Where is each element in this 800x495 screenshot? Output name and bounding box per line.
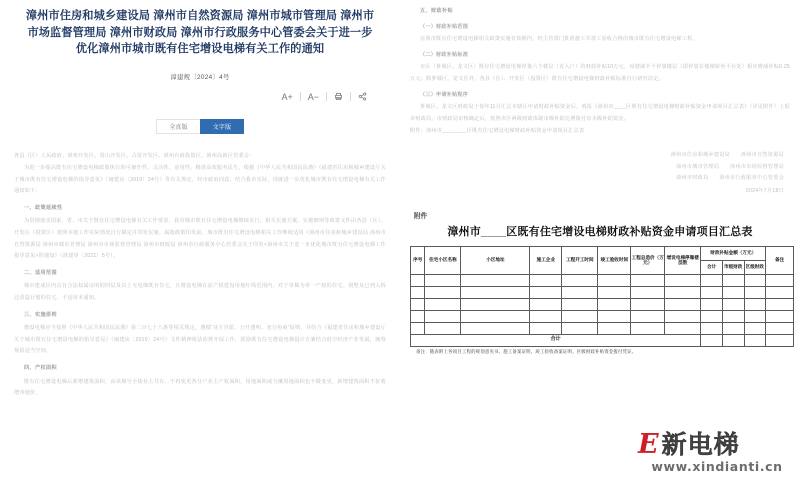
- table-cell: [411, 298, 425, 310]
- table-cell: [744, 310, 766, 322]
- table-cell: [766, 298, 794, 310]
- column-header-acceptance-time: 竣工验收时间: [598, 246, 631, 274]
- version-tabs: [14, 119, 386, 134]
- table-cell: [631, 322, 665, 334]
- body-paragraph: 城市建成区内具有合法权属证明的四层及以上无电梯既有住宅，且增设电梯在原产权建设用地红线范围内。对于单梯为单一产权的住宅、别墅及已列入拆迁改造计划的住宅，不适用本通知。: [14, 283, 386, 302]
- table-total-row: [411, 334, 794, 346]
- site-watermark: [638, 431, 798, 493]
- table-cell: [766, 310, 794, 322]
- table-cell: [631, 286, 665, 298]
- table-row: [411, 274, 794, 286]
- table-cell: [530, 298, 562, 310]
- body-paragraph: 在我市既有住宅增设电梯相关政策实施有效期内，经主管部门批准施工并竣工验收合格的城市既有住宅增设电梯工程。: [420, 36, 698, 43]
- table-cell: [598, 298, 631, 310]
- table-cell: [530, 322, 562, 334]
- body-paragraph: 为贯彻落实国家、省、市关于既有住宅增设电梯有关工作要求，我市城市既有住宅增设电梯继续实行，相关实施方案、实施细则等政策文件由各县（区）、开发区（投资区）按照本地工作实际情况自行制定并印发实施。属地政策印发前，城市既有住宅增设电梯相关工作继续适用《漳州市住房和城乡建设局 漳州市自然资源局 漳州市城市管理局 漳州市市场监督管理局 漳州市财政局 漳州市行政服务中心管委会关于印发<漳州市关于进一步优化城市既有住宅增设电梯工作指导意见>的通知》（漳建审〔2021〕5号）。: [14, 218, 386, 260]
- section-heading: （一）财政补贴范围: [420, 23, 469, 30]
- table-cell: [411, 274, 425, 286]
- body-paragraph: 增设电梯应当按照《中华人民共和国民法典》第二百七十八条等相关规定，遵循“业主自愿、公开透明、充分协商”原则，并结合《福建省住房和城乡建设厅关于城市既有住宅增设电梯的指导意见》（闽建房〔2010〕24号）文件精神依法依规开展工作，鼓励既有住宅增设电梯设计方案结合低空经济产业发展，统筹预留适当空间。: [14, 325, 386, 355]
- subsidy-summary-table: [410, 246, 794, 347]
- table-cell: [461, 310, 530, 322]
- column-header-start-time: 工程开工时间: [562, 246, 598, 274]
- table-cell: [744, 298, 766, 310]
- column-header-subsidy-district: 区级财政: [744, 260, 766, 274]
- watermark-brand: 新电梯: [661, 430, 740, 459]
- document-toolbar: [14, 91, 386, 103]
- table-cell: [701, 286, 723, 298]
- table-cell: [631, 298, 665, 310]
- total-cell: [722, 334, 744, 346]
- table-cell: [722, 322, 744, 334]
- column-header-remark: 备注: [766, 246, 794, 274]
- table-row: [411, 286, 794, 298]
- column-header-subsidy-amount: 财政补贴金额（万元）: [701, 246, 766, 260]
- table-cell: [665, 322, 701, 334]
- column-header-stop-floors: 增设电梯停靠楼层数: [665, 246, 701, 274]
- signature-line: 漳州市城市管理局 漳州市市场监督管理局: [676, 163, 784, 170]
- watermark-logo-icon: E: [638, 429, 659, 460]
- table-cell: [766, 286, 794, 298]
- section-heading: 三、实施原则: [24, 311, 57, 318]
- total-cell: [744, 334, 766, 346]
- print-icon[interactable]: [327, 92, 350, 101]
- table-cell: [562, 310, 598, 322]
- table-cell: [766, 322, 794, 334]
- table-cell: [461, 274, 530, 286]
- section-heading: 五、财政补贴: [420, 8, 453, 14]
- total-label: 合计: [411, 334, 701, 346]
- body-paragraph: 既有住宅增设电梯后新增建筑面积，由该梯号全体业主共有，不再变更各分户业主产权面积，用地面积或分摊用地面积也不做变更。新增建筑面积不征收增容地价。: [14, 378, 386, 397]
- table-cell: [701, 298, 723, 310]
- column-header-index: 序号: [411, 246, 425, 274]
- attachment-label: 附件: [414, 212, 428, 220]
- column-header-total-cost: 工程总造价（万元）: [631, 246, 665, 274]
- total-cell: [701, 334, 723, 346]
- attachment-title: 漳州市____区既有住宅增设电梯财政补贴资金申请项目汇总表: [447, 225, 753, 238]
- table-cell: [722, 274, 744, 286]
- table-cell: [562, 274, 598, 286]
- table-note: 备注：随表附上各项目工程的规划意见书、施工备案证明、竣工验收备案证明、区级财政补贴资金拨付凭证。: [416, 348, 637, 354]
- document-body-left: [14, 151, 386, 400]
- body-paragraph: 各县（区）人民政府、漳州开发区、常山开发区、古雷开发区、漳州台商投资区、漳州高新区管委会：: [14, 152, 255, 159]
- table-cell: [461, 298, 530, 310]
- font-increase-button[interactable]: A+: [281, 91, 293, 102]
- table-cell: [425, 286, 461, 298]
- table-cell: [411, 310, 425, 322]
- table-cell: [722, 286, 744, 298]
- column-header-subsidy-city: 市级财政: [722, 260, 744, 274]
- table-cell: [411, 322, 425, 334]
- table-cell: [631, 310, 665, 322]
- section-heading: 四、产权面积: [24, 365, 57, 371]
- table-cell: [766, 274, 794, 286]
- document-number: 漳建规〔2024〕4号: [170, 73, 230, 81]
- table-cell: [598, 286, 631, 298]
- table-cell: [562, 298, 598, 310]
- table-cell: [744, 286, 766, 298]
- signature-block: [410, 150, 790, 198]
- table-cell: [425, 322, 461, 334]
- section-heading: 一、政策延续性: [24, 204, 63, 211]
- table-row: [411, 322, 794, 334]
- section-heading: （二）财政补贴标准: [420, 51, 469, 58]
- table-body: [411, 274, 794, 346]
- page-title: 漳州市住房和城乡建设局 漳州市自然资源局 漳州市城市管理局 漳州市市场监督管理局 漳州市财政局 漳州市行政服务中心管委会关于进一步优化漳州市城市既有住宅增设电梯有关工作的通知: [25, 10, 375, 55]
- table-cell: [425, 274, 461, 286]
- table-row: [411, 298, 794, 310]
- column-header-contractor: 施工企业: [530, 246, 562, 274]
- table-cell: [530, 310, 562, 322]
- table-cell: [461, 286, 530, 298]
- table-cell: [598, 310, 631, 322]
- table-cell: [701, 310, 723, 322]
- table-cell: [665, 286, 701, 298]
- body-paragraph: 市区（芗城区、龙文区）既有住宅增设电梯停靠六个楼层（直入户）的财政补贴10万元，每增减半个停靠楼层（即停靠在楼梯转角平台处）相应增减补贴0.25万元；除芗城区、龙文区外，各县（区）、开发区（投资区）既有住宅增设电梯财政补贴标准自行研究决定。: [410, 64, 790, 82]
- table-cell: [701, 322, 723, 334]
- share-icon[interactable]: [351, 92, 374, 101]
- table-cell: [744, 322, 766, 334]
- table-cell: [562, 286, 598, 298]
- font-decrease-button[interactable]: A−: [307, 91, 319, 102]
- body-paragraph: 附件：漳州市________区既有住宅增设电梯财政补贴资金申请项目汇总表: [410, 128, 585, 135]
- table-head: [411, 246, 794, 274]
- table-cell: [562, 322, 598, 334]
- signature-line: 漳州市住房和城乡建设局 漳州市自然资源局: [670, 151, 784, 158]
- table-cell: [425, 310, 461, 322]
- table-cell: [530, 286, 562, 298]
- table-cell: [631, 274, 665, 286]
- section-heading: （三）申请补贴程序: [420, 91, 469, 98]
- total-cell: [766, 334, 794, 346]
- column-header-community-name: 住宅小区名称: [425, 246, 461, 274]
- watermark-url: www.xindianti.cn: [651, 459, 783, 474]
- tab-text-version[interactable]: 文字版: [200, 119, 244, 134]
- right-column: [400, 0, 800, 495]
- table-cell: [598, 274, 631, 286]
- watermark-brand-row: [638, 431, 798, 458]
- signature-line: 漳州市财政局 漳州市行政服务中心管委会: [676, 175, 784, 182]
- document-body-right: [410, 6, 790, 138]
- column-header-subsidy-total: 合计: [701, 260, 723, 274]
- signature-date: 2024年7月18日: [745, 187, 784, 194]
- table-cell: [665, 298, 701, 310]
- table-cell: [425, 298, 461, 310]
- table-cell: [665, 310, 701, 322]
- table-cell: [461, 322, 530, 334]
- body-paragraph: 为进一步提高既有住宅增设电梯政策执行的可操作性、灵活性、适用性，精准高效服务民生，根据《中华人民共和国民法典》《福建省住房和城乡建设厅关于城市既有住宅增设电梯的指导意见》（闽建房〔2010〕24号）等有关规定，经市政府同意，结合我市实际，现就进一步优化城市既有住宅增设电梯有关工作通知如下：: [14, 165, 386, 195]
- body-paragraph: 芗城区、龙文区财政局于每年11月汇总本辖区申请财政补贴资金后，填报《漳州市____区既有住宅增设电梯财政补贴资金申请项目汇总表》（详见附件）上报市财政局，市财政局审核确定后，按照市区两级财政体制市级补助比例拨付市本级补助资金。: [410, 104, 790, 122]
- table-cell: [530, 274, 562, 286]
- table-cell: [598, 322, 631, 334]
- table-cell: [722, 298, 744, 310]
- column-header-community-address: 小区地址: [461, 246, 530, 274]
- table-cell: [701, 274, 723, 286]
- table-header-row: [411, 246, 794, 260]
- section-heading: 二、适用范围: [24, 269, 57, 276]
- table-cell: [722, 310, 744, 322]
- table-cell: [411, 286, 425, 298]
- table-cell: [744, 274, 766, 286]
- table-cell: [665, 274, 701, 286]
- table-row: [411, 310, 794, 322]
- tab-full-image[interactable]: 全真版: [156, 119, 200, 134]
